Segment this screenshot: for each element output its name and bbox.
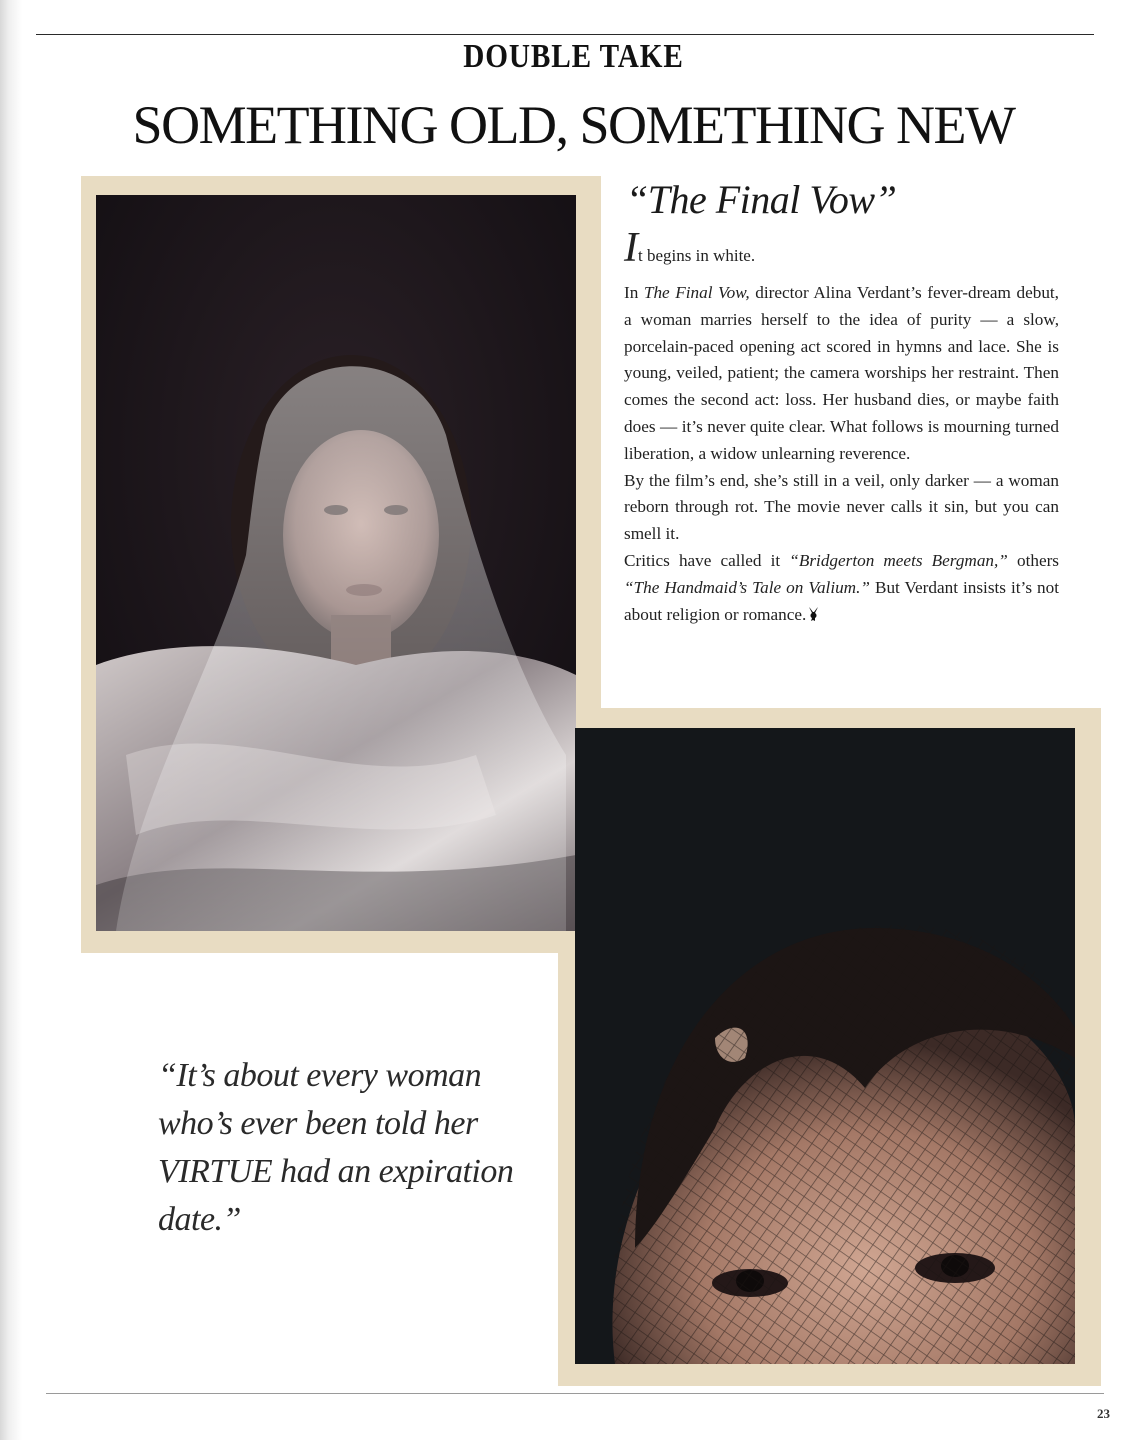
page-number: 23 [1097,1406,1110,1421]
p1-rest: director Alina Verdant’s fever-dream debut, a woman marries herself to the idea of purity — a slow, porcelain-paced opening act scored in hymns and lace. She is young, veiled, patient; the camera worships her restraint. Then comes the second act: loss. Her husband dies, or maybe faith does — it’s never quite clear. What follows is mourning turned liberation, a widow unlearning reverence. [624,283,1059,463]
veiled-woman-photo [96,195,576,931]
critic-quote-1: “Bridgerton meets Bergman,” [789,550,1008,570]
p3-b: others [1007,550,1059,570]
paragraph-1 [624,280,1059,468]
critic-quote-2: “The Handmaid’s Tale on Valium.” [624,577,870,597]
p3-c: But Verdant insists it’s not about religion or romance. [624,577,1059,624]
lead-line [624,225,1064,271]
article-body [624,280,1059,628]
net-veil-eyes-photo [575,728,1075,1364]
film-title: The Final Vow, [643,283,750,302]
paragraph-3 [624,548,1059,628]
p1-intro: In [624,283,644,302]
bottom-rule [46,1393,1104,1394]
page-edge-shadow [0,0,22,1440]
pull-quote: “It’s about every woman who’s ever been told her VIRTUE had an expiration date.” [158,1057,514,1238]
page-headline: SOMETHING OLD, SOMETHING NEW [132,95,1015,155]
lead-text: t begins in white. [638,246,756,265]
bunny-icon [806,606,820,622]
drop-cap: I [624,225,638,271]
section-kicker: DOUBLE TAKE [463,38,684,75]
top-rule [36,34,1094,35]
article-title: “The Final Vow” [626,177,897,222]
paragraph-2: By the film’s end, she’s still in a veil, only darker — a woman reborn through rot. The movie never calls it sin, but you can smell it. [624,470,1059,544]
p3-a: Critics have called it [624,550,790,570]
